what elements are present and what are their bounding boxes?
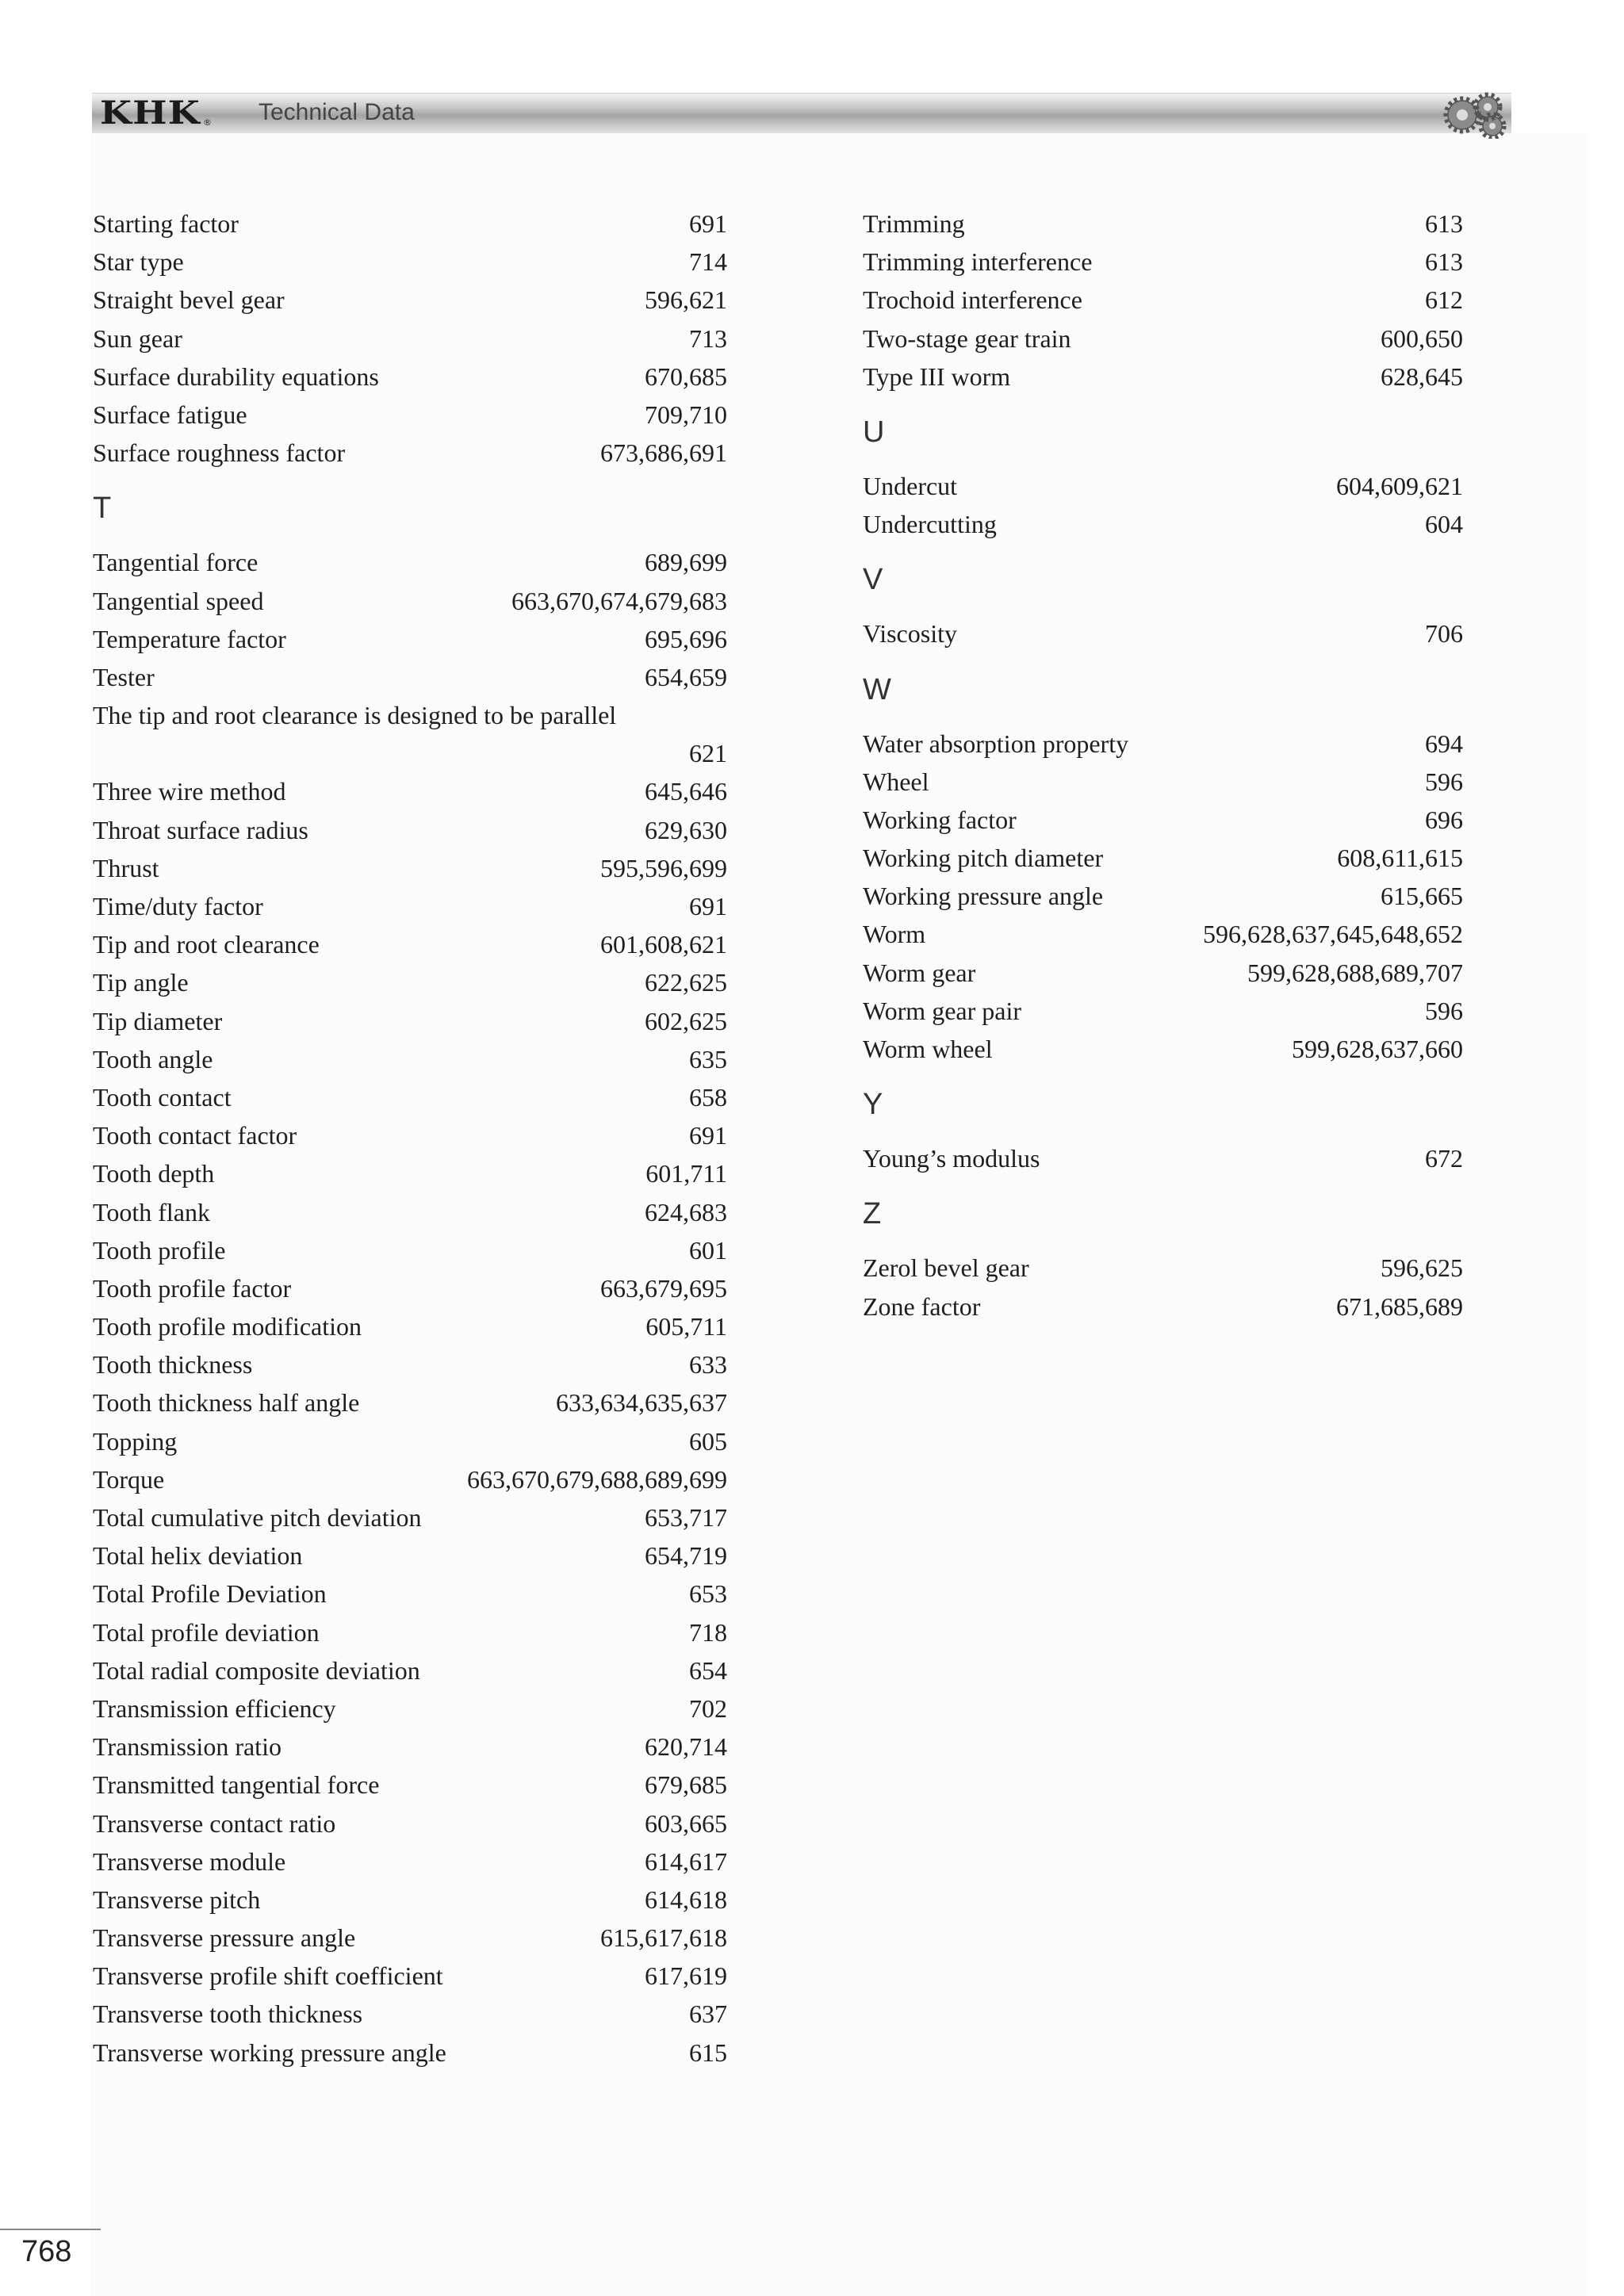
index-entry	[93, 849, 727, 887]
index-entry	[863, 1030, 1463, 1068]
index-entry	[93, 1307, 727, 1345]
index-term: Trochoid interference	[863, 285, 1082, 315]
index-page-refs: 654,659	[645, 662, 727, 691]
index-entry	[93, 1843, 727, 1881]
index-page-refs: 670,685	[645, 362, 727, 391]
index-page-refs: 691	[689, 1121, 727, 1150]
index-page-refs: 608,611,615	[1337, 844, 1463, 873]
index-term: Topping	[93, 1426, 178, 1456]
index-entry	[93, 396, 727, 434]
index-page-refs: 672	[1425, 1144, 1463, 1173]
index-group-s	[93, 205, 727, 472]
index-term: Transmitted tangential force	[93, 1770, 380, 1800]
index-page-refs: 615,665	[1381, 882, 1463, 911]
index-entry	[93, 1040, 727, 1078]
index-term: Tip and root clearance	[93, 930, 320, 959]
index-entry	[93, 543, 727, 581]
index-page-refs: 602,625	[645, 1006, 727, 1035]
index-page-refs: 633	[689, 1350, 727, 1380]
index-term: Total profile deviation	[93, 1617, 320, 1647]
index-entry	[93, 963, 727, 1001]
index-entry	[863, 839, 1463, 877]
index-term: Viscosity	[863, 619, 957, 649]
index-entry	[93, 1383, 727, 1422]
index-entry	[863, 954, 1463, 992]
index-entry	[93, 1002, 727, 1040]
index-page-refs: 620,714	[645, 1732, 727, 1762]
index-term: Wheel	[863, 767, 929, 796]
index-entry	[863, 877, 1463, 915]
index-term: Worm gear	[863, 958, 976, 987]
index-group-t	[93, 543, 727, 2072]
index-term: Total Profile Deviation	[93, 1579, 327, 1609]
section-letter-v: V	[863, 563, 883, 597]
index-entry	[93, 1995, 727, 2033]
index-entry	[93, 1881, 727, 1919]
index-page-refs: 709,710	[645, 400, 727, 429]
index-entry	[93, 320, 727, 358]
index-entry	[93, 658, 727, 696]
index-entry	[863, 763, 1463, 801]
index-page-refs: 658	[689, 1082, 727, 1112]
index-term: Worm gear pair	[863, 996, 1021, 1025]
index-term: Water absorption property	[863, 729, 1129, 758]
index-term: Zerol bevel gear	[863, 1253, 1029, 1283]
index-term: Total cumulative pitch deviation	[93, 1503, 422, 1533]
index-group-z	[863, 1249, 1463, 1325]
index-page-refs: 695,696	[645, 624, 727, 653]
index-entry	[93, 358, 727, 396]
index-page-refs: 612	[1425, 285, 1463, 315]
index-term: Tip angle	[93, 968, 189, 997]
index-term: Transverse contact ratio	[93, 1808, 336, 1838]
index-term: Tooth depth	[93, 1159, 215, 1188]
index-entry	[93, 1193, 727, 1231]
index-entry	[93, 1154, 727, 1192]
index-term: Tooth angle	[93, 1044, 213, 1073]
index-page-refs: 624,683	[645, 1197, 727, 1226]
index-entry	[863, 915, 1463, 953]
section-letter-z: Z	[863, 1197, 882, 1231]
index-page-refs: 615	[689, 2038, 727, 2067]
index-term: Tangential force	[93, 548, 259, 577]
index-page-refs: 599,628,688,689,707	[1247, 958, 1463, 987]
index-entry	[93, 887, 727, 925]
index-group-w	[863, 725, 1463, 1069]
header-title: Technical Data	[259, 99, 415, 125]
index-page-refs: 596	[1425, 767, 1463, 796]
index-term: Transverse profile shift coefficient	[93, 1961, 443, 1991]
index-entry	[93, 1460, 727, 1498]
index-page-refs: 604,609,621	[1336, 471, 1463, 500]
index-page-refs: 689,699	[645, 548, 727, 577]
index-entry	[93, 1269, 727, 1307]
registered-mark: ®	[203, 117, 212, 128]
index-entry	[863, 243, 1463, 281]
index-term: Temperature factor	[93, 624, 286, 653]
index-entry	[93, 1116, 727, 1154]
index-term: Trimming interference	[863, 247, 1093, 277]
index-term: Tooth thickness half angle	[93, 1388, 360, 1418]
index-term: Surface durability equations	[93, 362, 379, 391]
index-entry	[863, 320, 1463, 358]
index-term: Tooth thickness	[93, 1350, 253, 1380]
index-page-refs: 679,685	[645, 1770, 727, 1800]
index-page-refs: 600,650	[1381, 323, 1463, 353]
index-term: Working pitch diameter	[863, 844, 1104, 873]
index-term: Transverse tooth thickness	[93, 1999, 363, 2029]
index-term: Tooth profile modification	[93, 1312, 362, 1341]
index-term: Zone factor	[863, 1292, 981, 1321]
index-term: Star type	[93, 247, 184, 277]
section-letter-u: U	[863, 415, 885, 449]
index-column-left	[93, 205, 727, 2072]
index-page-refs: 663,670,679,688,689,699	[467, 1464, 727, 1494]
index-entry	[863, 801, 1463, 839]
index-page-refs: 702	[689, 1693, 727, 1723]
index-term: Tooth profile	[93, 1235, 226, 1265]
index-term: Thrust	[93, 853, 159, 882]
index-entry	[93, 1766, 727, 1804]
index-page-refs: 613	[1425, 247, 1463, 277]
index-term: Transmission ratio	[93, 1732, 282, 1762]
index-page-refs: 615,617,618	[600, 1923, 727, 1953]
index-entry	[863, 992, 1463, 1030]
index-page-refs: 614,617	[645, 1846, 727, 1876]
index-entry	[93, 1498, 727, 1536]
index-page-refs: 596,628,637,645,648,652	[1203, 920, 1463, 949]
index-entry	[93, 772, 727, 810]
index-entry	[863, 1249, 1463, 1287]
index-entry	[93, 1689, 727, 1728]
index-page-refs: 595,596,699	[600, 853, 727, 882]
index-term: Working pressure angle	[863, 882, 1104, 911]
index-term: The tip and root clearance is designed to be parallel	[93, 701, 617, 730]
index-page-refs: 706	[1425, 619, 1463, 649]
index-page-refs: 694	[1425, 729, 1463, 758]
index-entry	[93, 582, 727, 620]
index-entry	[93, 1536, 727, 1575]
index-page-refs: 599,628,637,660	[1292, 1035, 1463, 1063]
khk-logo: KHK	[100, 94, 201, 132]
index-term: Total radial composite deviation	[93, 1655, 420, 1685]
index-page-refs: 596,625	[1381, 1253, 1463, 1283]
index-page-refs: 605,711	[645, 1312, 727, 1341]
index-page-refs: 596,621	[645, 285, 727, 315]
index-entry	[93, 1957, 727, 1995]
index-page-refs: 601	[689, 1235, 727, 1265]
index-entry	[863, 505, 1463, 543]
index-term: Young’s modulus	[863, 1144, 1040, 1173]
index-entry	[93, 205, 727, 243]
index-term: Two-stage gear train	[863, 323, 1071, 353]
index-entry	[93, 1804, 727, 1843]
index-entry	[863, 1139, 1463, 1177]
section-letter-w: W	[863, 672, 891, 706]
index-entry	[93, 811, 727, 849]
index-term: Surface fatigue	[93, 400, 247, 429]
index-term: Type III worm	[863, 362, 1011, 391]
section-letter-t: T	[93, 492, 112, 526]
index-page-refs: 617,619	[645, 1961, 727, 1991]
index-entry	[863, 281, 1463, 319]
index-entry	[93, 1919, 727, 1957]
index-page-refs: 635	[689, 1044, 727, 1073]
index-term: Transverse pressure angle	[93, 1923, 356, 1953]
index-term: Trimming	[863, 209, 965, 238]
index-term: Sun gear	[93, 323, 182, 353]
index-term: Tip diameter	[93, 1006, 223, 1035]
index-page-refs: 714	[689, 247, 727, 277]
index-term: Transverse working pressure angle	[93, 2038, 446, 2067]
section-letter-y: Y	[863, 1088, 883, 1122]
index-page-refs: 713	[689, 323, 727, 353]
index-page-refs: 622,625	[645, 968, 727, 997]
index-page-refs: 663,679,695	[600, 1273, 727, 1303]
index-page-refs: 691	[689, 892, 727, 921]
index-term: Transverse module	[93, 1846, 286, 1876]
index-entry	[93, 1728, 727, 1766]
index-group-t-continued	[863, 205, 1463, 396]
index-entry	[93, 1613, 727, 1651]
index-term: Starting factor	[93, 209, 239, 238]
index-page-refs: 673,686,691	[600, 438, 727, 468]
index-page-refs: 691	[689, 209, 727, 238]
index-term: Worm wheel	[863, 1035, 993, 1063]
index-page-refs: 604	[1425, 510, 1463, 539]
index-entry	[863, 205, 1463, 243]
index-page-refs: 718	[689, 1617, 727, 1647]
index-page-refs: 653,717	[645, 1503, 727, 1533]
index-entry	[863, 358, 1463, 396]
index-term: Three wire method	[93, 777, 286, 806]
index-group-y	[863, 1139, 1463, 1177]
index-page-refs: 605	[689, 1426, 727, 1456]
index-term: Transverse pitch	[93, 1885, 261, 1914]
index-term: Undercut	[863, 471, 958, 500]
index-term: Time/duty factor	[93, 892, 263, 921]
index-entry	[863, 467, 1463, 505]
index-term: Straight bevel gear	[93, 285, 285, 315]
index-page-refs: 633,634,635,637	[556, 1388, 727, 1418]
index-page-refs: 654	[689, 1655, 727, 1685]
index-term: Tooth contact factor	[93, 1121, 297, 1150]
index-term: Tooth contact	[93, 1082, 232, 1112]
index-entry	[93, 620, 727, 658]
index-entry	[93, 281, 727, 319]
index-term: Tangential speed	[93, 586, 264, 615]
index-group-u	[863, 467, 1463, 543]
footer-rule	[0, 2229, 101, 2230]
index-column-right	[863, 205, 1463, 1326]
index-term: Tester	[93, 662, 155, 691]
index-entry	[863, 725, 1463, 763]
index-term: Throat surface radius	[93, 815, 308, 844]
index-term: Torque	[93, 1464, 165, 1494]
index-page-refs: 637	[689, 1999, 727, 2029]
header-bar	[92, 93, 1511, 133]
index-term: Total helix deviation	[93, 1541, 303, 1571]
page-number: 768	[21, 2235, 72, 2268]
index-term: Tooth flank	[93, 1197, 210, 1226]
index-page-refs: 696	[1425, 805, 1463, 834]
index-page-refs: 653	[689, 1579, 727, 1609]
index-entry	[93, 925, 727, 963]
index-entry	[863, 614, 1463, 652]
index-page-refs: 614,618	[645, 1885, 727, 1914]
index-term: Tooth profile factor	[93, 1273, 292, 1303]
index-page-refs: 628,645	[1381, 362, 1463, 391]
index-term: Surface roughness factor	[93, 438, 346, 468]
index-term: Transmission efficiency	[93, 1693, 336, 1723]
index-entry	[93, 1078, 727, 1116]
index-page-refs: 613	[1425, 209, 1463, 238]
index-entry	[93, 434, 727, 472]
index-term: Working factor	[863, 805, 1017, 834]
index-page-refs: 603,665	[645, 1808, 727, 1838]
index-page-refs: 663,670,674,679,683	[511, 586, 727, 615]
index-page-refs: 601,608,621	[600, 930, 727, 959]
index-page-refs: 654,719	[645, 1541, 727, 1571]
index-entry	[93, 1422, 727, 1460]
index-page-refs: 645,646	[645, 777, 727, 806]
index-entry	[93, 1231, 727, 1269]
index-entry	[863, 1288, 1463, 1326]
index-entry	[93, 1345, 727, 1383]
index-page-refs: 621	[689, 739, 727, 768]
index-entry	[93, 2034, 727, 2072]
gear-cluster-icon	[1440, 90, 1513, 139]
index-page-refs: 596	[1425, 996, 1463, 1025]
index-page-refs: 629,630	[645, 815, 727, 844]
index-entry	[93, 1575, 727, 1613]
index-entry	[93, 1651, 727, 1689]
index-page-refs: 601,711	[645, 1159, 727, 1188]
index-page-refs: 671,685,689	[1336, 1292, 1463, 1321]
index-group-v	[863, 614, 1463, 652]
index-term: Worm	[863, 920, 926, 949]
index-term: Undercutting	[863, 510, 997, 539]
index-entry	[93, 243, 727, 281]
index-entry	[93, 696, 727, 772]
